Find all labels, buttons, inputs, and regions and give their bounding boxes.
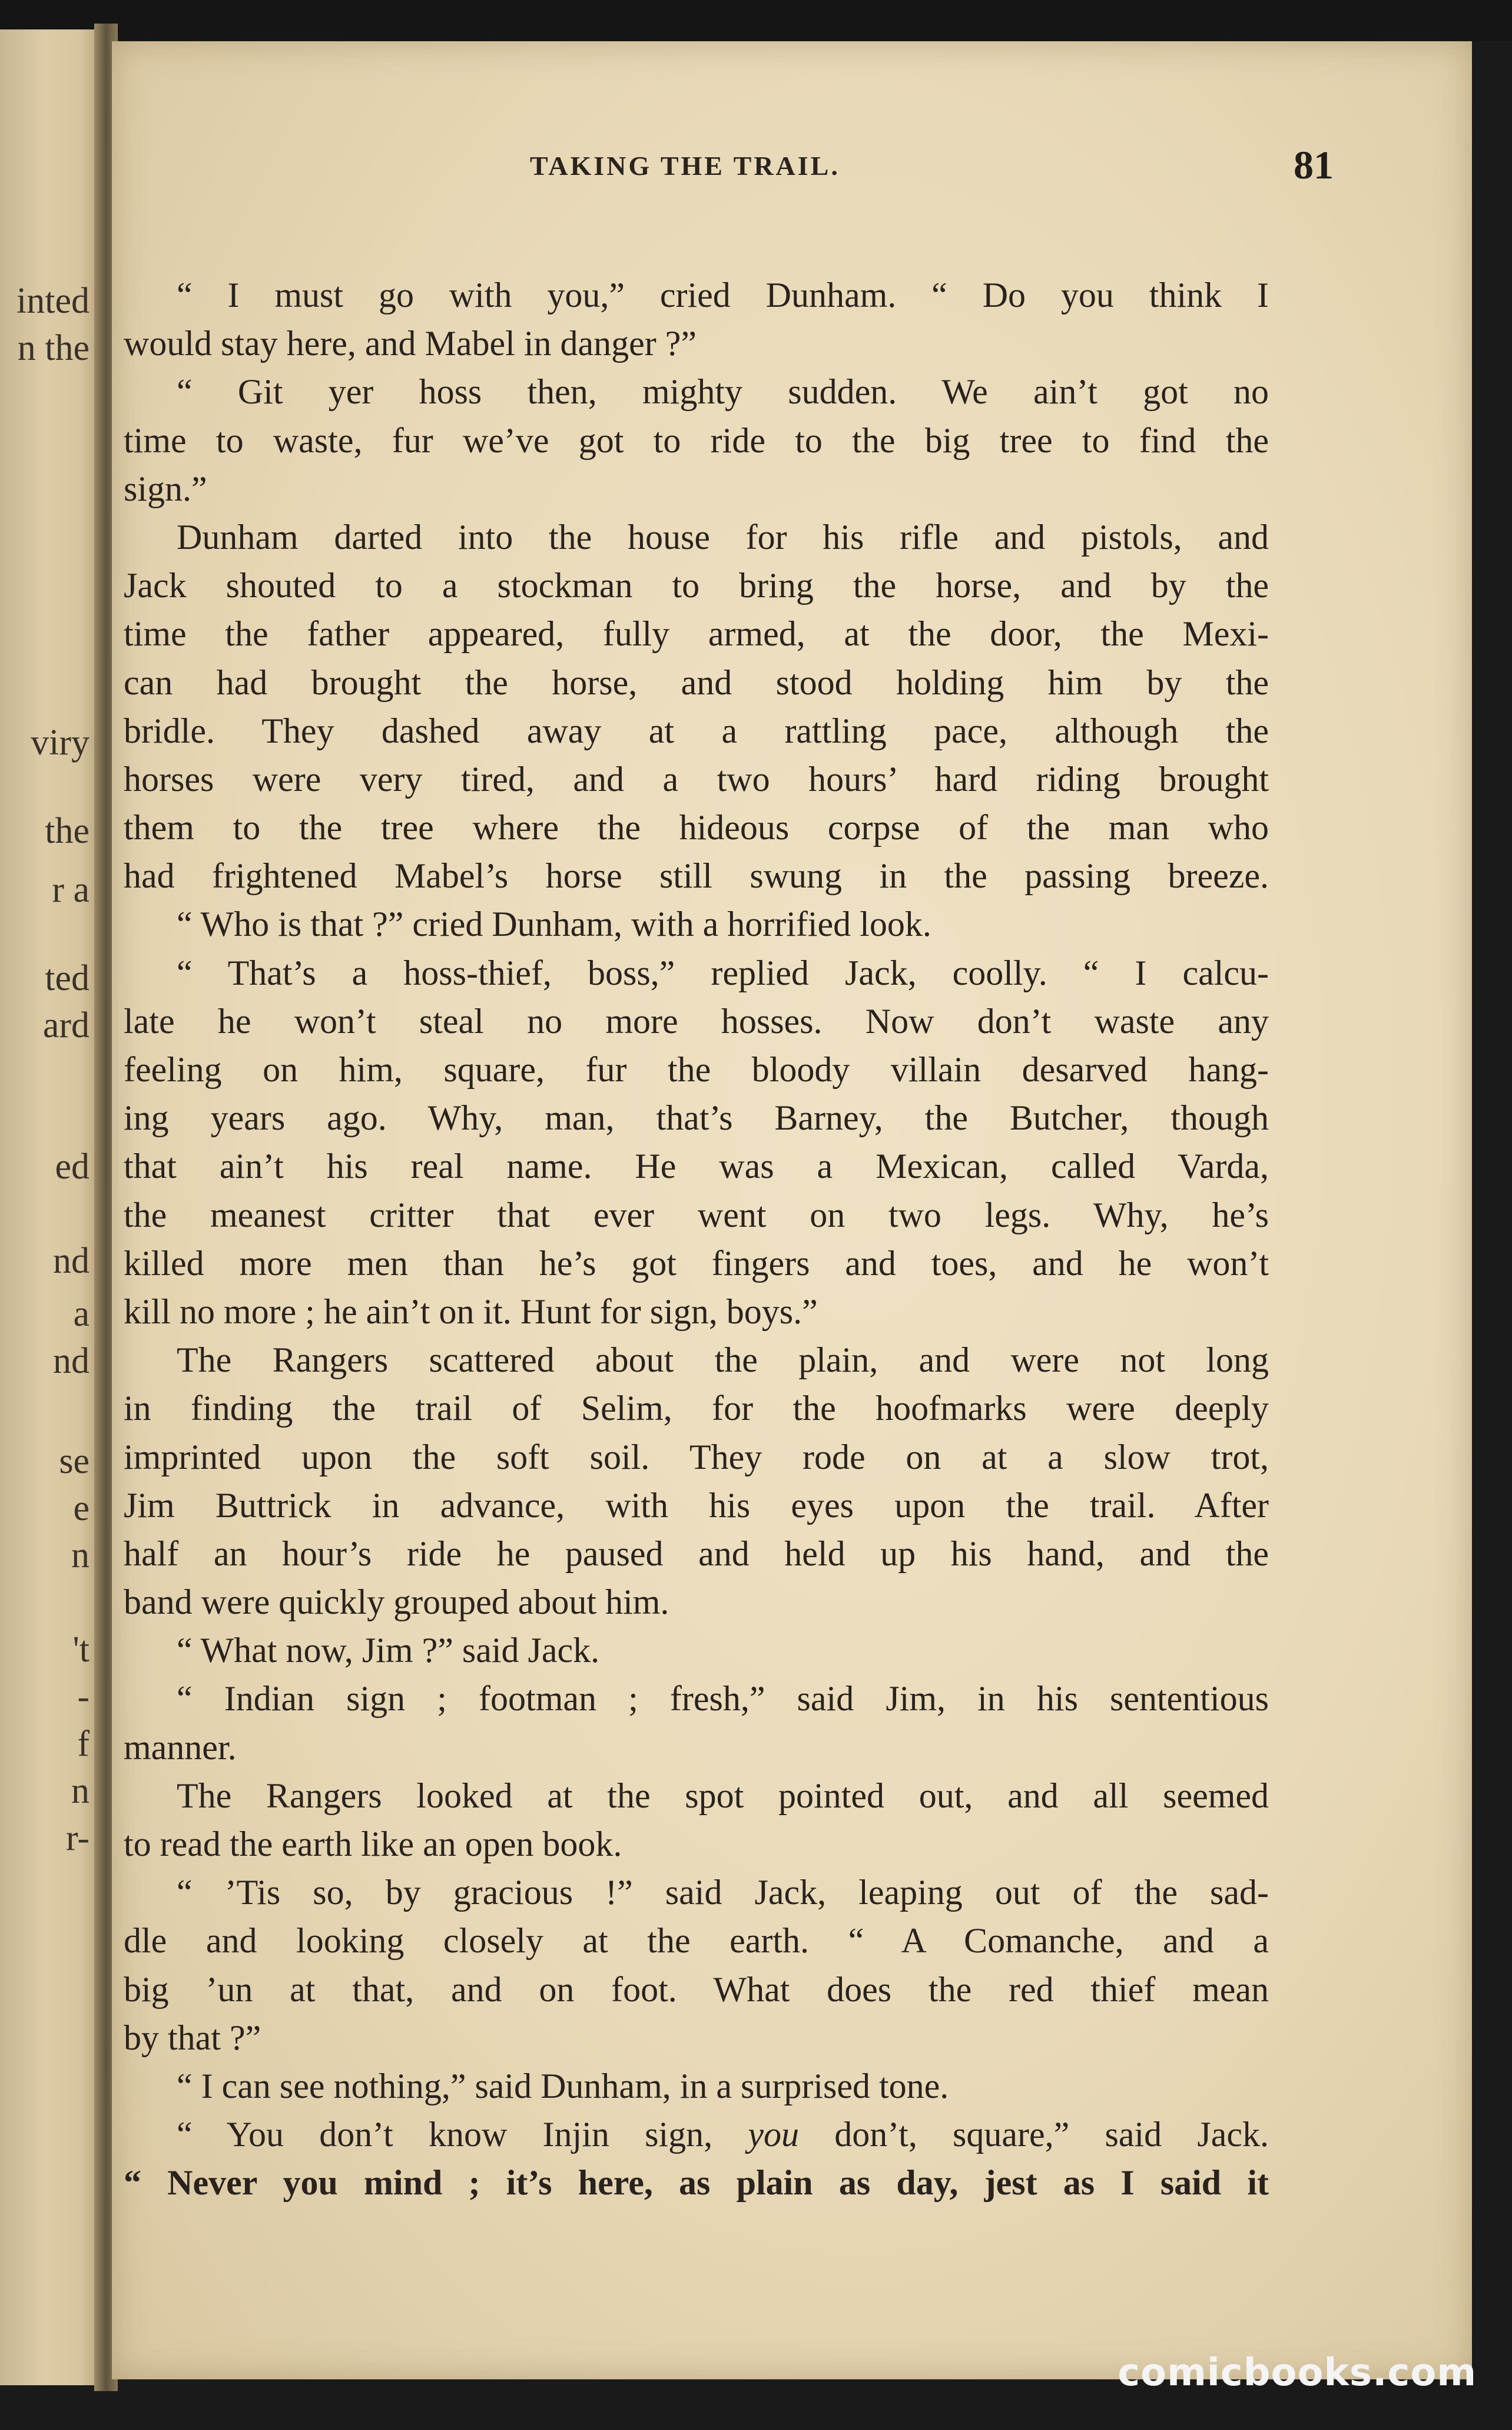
body-text bbox=[124, 271, 1269, 2207]
text-line: that ain’t his real name. He was a Mexican, called Varda, bbox=[124, 1147, 1269, 1186]
text-line: in finding the trail of Selim, for the hoofmarks were deeply bbox=[124, 1389, 1269, 1428]
text-line: “ What now, Jim ?” said Jack. bbox=[177, 1631, 600, 1670]
text-line: big ’un at that, and on foot. What does the red thief mean bbox=[124, 1969, 1269, 2009]
facing-text-fragment: ed bbox=[55, 1147, 89, 1187]
facing-text-fragment: ted bbox=[45, 958, 89, 998]
facing-text-fragment: n bbox=[71, 1771, 89, 1811]
text-line: ing years ago. Why, man, that’s Barney, the Butcher, though bbox=[124, 1098, 1269, 1138]
text-line: “ Who is that ?” cried Dunham, with a horrified look. bbox=[177, 905, 931, 944]
text-line: had frightened Mabel’s horse still swung in the passing breeze. bbox=[124, 856, 1269, 896]
text-line: the meanest critter that ever went on two legs. Why, he’s bbox=[124, 1195, 1269, 1234]
text-line: The Rangers looked at the spot pointed out, and all seemed bbox=[177, 1776, 1269, 1815]
facing-text-fragment: e bbox=[73, 1488, 89, 1528]
text-line: horses were very tired, and a two hours’ hard riding brought bbox=[124, 759, 1269, 799]
text-line: killed more men than he’s got fingers and toes, and he won’t bbox=[124, 1243, 1269, 1283]
text-line: Jim Buttrick in advance, with his eyes upon the trail. After bbox=[124, 1485, 1269, 1525]
facing-text-fragment: r- bbox=[65, 1818, 89, 1858]
facing-text-fragment: n the bbox=[17, 328, 89, 368]
text-line: late he won’t steal no more hosses. Now don’t waste any bbox=[124, 1001, 1269, 1041]
text-line: sign.” bbox=[124, 469, 207, 508]
text-line: half an hour’s ride he paused and held up his hand, and the bbox=[124, 1534, 1269, 1573]
text-span: don’t, square,” said Jack. bbox=[799, 2115, 1269, 2154]
text-line: manner. bbox=[124, 1727, 237, 1767]
facing-text-fragment: viry bbox=[31, 723, 89, 763]
text-line: “ Git yer hoss then, mighty sudden. We ain’t got no bbox=[177, 372, 1269, 412]
facing-text-fragment: f bbox=[77, 1724, 89, 1764]
text-line: kill no more ; he ain’t on it. Hunt for sign, boys.” bbox=[124, 1292, 818, 1331]
running-head bbox=[112, 143, 1472, 197]
watermark-logo: comicbooks.com bbox=[1118, 2351, 1477, 2395]
text-line: time to waste, fur we’ve got to ride to the big tree to find the bbox=[124, 421, 1269, 460]
facing-text-fragment: - bbox=[77, 1677, 89, 1717]
facing-text-fragment: the bbox=[45, 811, 89, 851]
text-line: to read the earth like an open book. bbox=[124, 1825, 622, 1863]
text-line: time the father appeared, fully armed, at the door, the Mexi- bbox=[124, 614, 1269, 654]
scan-top-edge bbox=[0, 0, 1512, 41]
text-line: feeling on him, square, fur the bloody villain desarved hang- bbox=[124, 1050, 1269, 1089]
facing-text-fragment: ard bbox=[42, 1005, 89, 1045]
text-line: bridle. They dashed away at a rattling pace, although the bbox=[124, 711, 1269, 750]
book-page bbox=[112, 41, 1472, 2379]
text-line: dle and looking closely at the earth. “ A Comanche, and a bbox=[124, 1921, 1269, 1961]
text-line: “ I can see nothing,” said Dunham, in a surprised tone. bbox=[177, 2066, 949, 2105]
text-line: The Rangers scattered about the plain, and were not long bbox=[177, 1340, 1269, 1380]
facing-text-fragment: se bbox=[59, 1441, 89, 1481]
facing-text-fragment: a bbox=[73, 1294, 89, 1334]
text-line: Dunham darted into the house for his rifle and pistols, and bbox=[177, 517, 1269, 557]
text-line: Jack shouted to a stockman to bring the horse, and by the bbox=[124, 566, 1269, 605]
text-line: “ I must go with you,” cried Dunham. “ Do you think I bbox=[177, 276, 1269, 314]
facing-text-fragment: n bbox=[71, 1535, 89, 1575]
text-line: them to the tree where the hideous corpse of the man who bbox=[124, 808, 1269, 847]
text-line: “ Never you mind ; it’s here, as plain as day, jest as I said it bbox=[124, 2163, 1269, 2203]
text-line: imprinted upon the soft soil. They rode on at a slow trot, bbox=[124, 1437, 1269, 1476]
facing-text-fragment: nd bbox=[53, 1341, 89, 1381]
page-number: 81 bbox=[1294, 143, 1334, 187]
text-line: “ Indian sign ; footman ; fresh,” said Jim, in his sententious bbox=[177, 1679, 1269, 1719]
facing-text-fragment: 't bbox=[72, 1630, 89, 1670]
text-line: “ ’Tis so, by gracious !” said Jack, leaping out of the sad- bbox=[177, 1873, 1269, 1912]
text-span: “ You don’t know Injin sign, bbox=[177, 2115, 748, 2154]
text-line: would stay here, and Mabel in danger ?” bbox=[124, 324, 697, 363]
text-line: band were quickly grouped about him. bbox=[124, 1583, 669, 1622]
italic-word: you bbox=[748, 2115, 800, 2154]
text-line: by that ?” bbox=[124, 2018, 261, 2057]
facing-page-edge bbox=[0, 29, 100, 2385]
facing-text-fragment: nd bbox=[53, 1241, 89, 1281]
text-line: “ That’s a hoss-thief, boss,” replied Jack, coolly. “ I calcu- bbox=[177, 953, 1269, 992]
text-line: can had brought the horse, and stood holding him by the bbox=[124, 663, 1269, 702]
text-line-with-italic bbox=[124, 2110, 1269, 2158]
facing-text-fragment: r a bbox=[52, 870, 89, 910]
running-title: TAKING THE TRAIL. bbox=[530, 151, 840, 181]
facing-text-fragment: inted bbox=[16, 281, 89, 321]
